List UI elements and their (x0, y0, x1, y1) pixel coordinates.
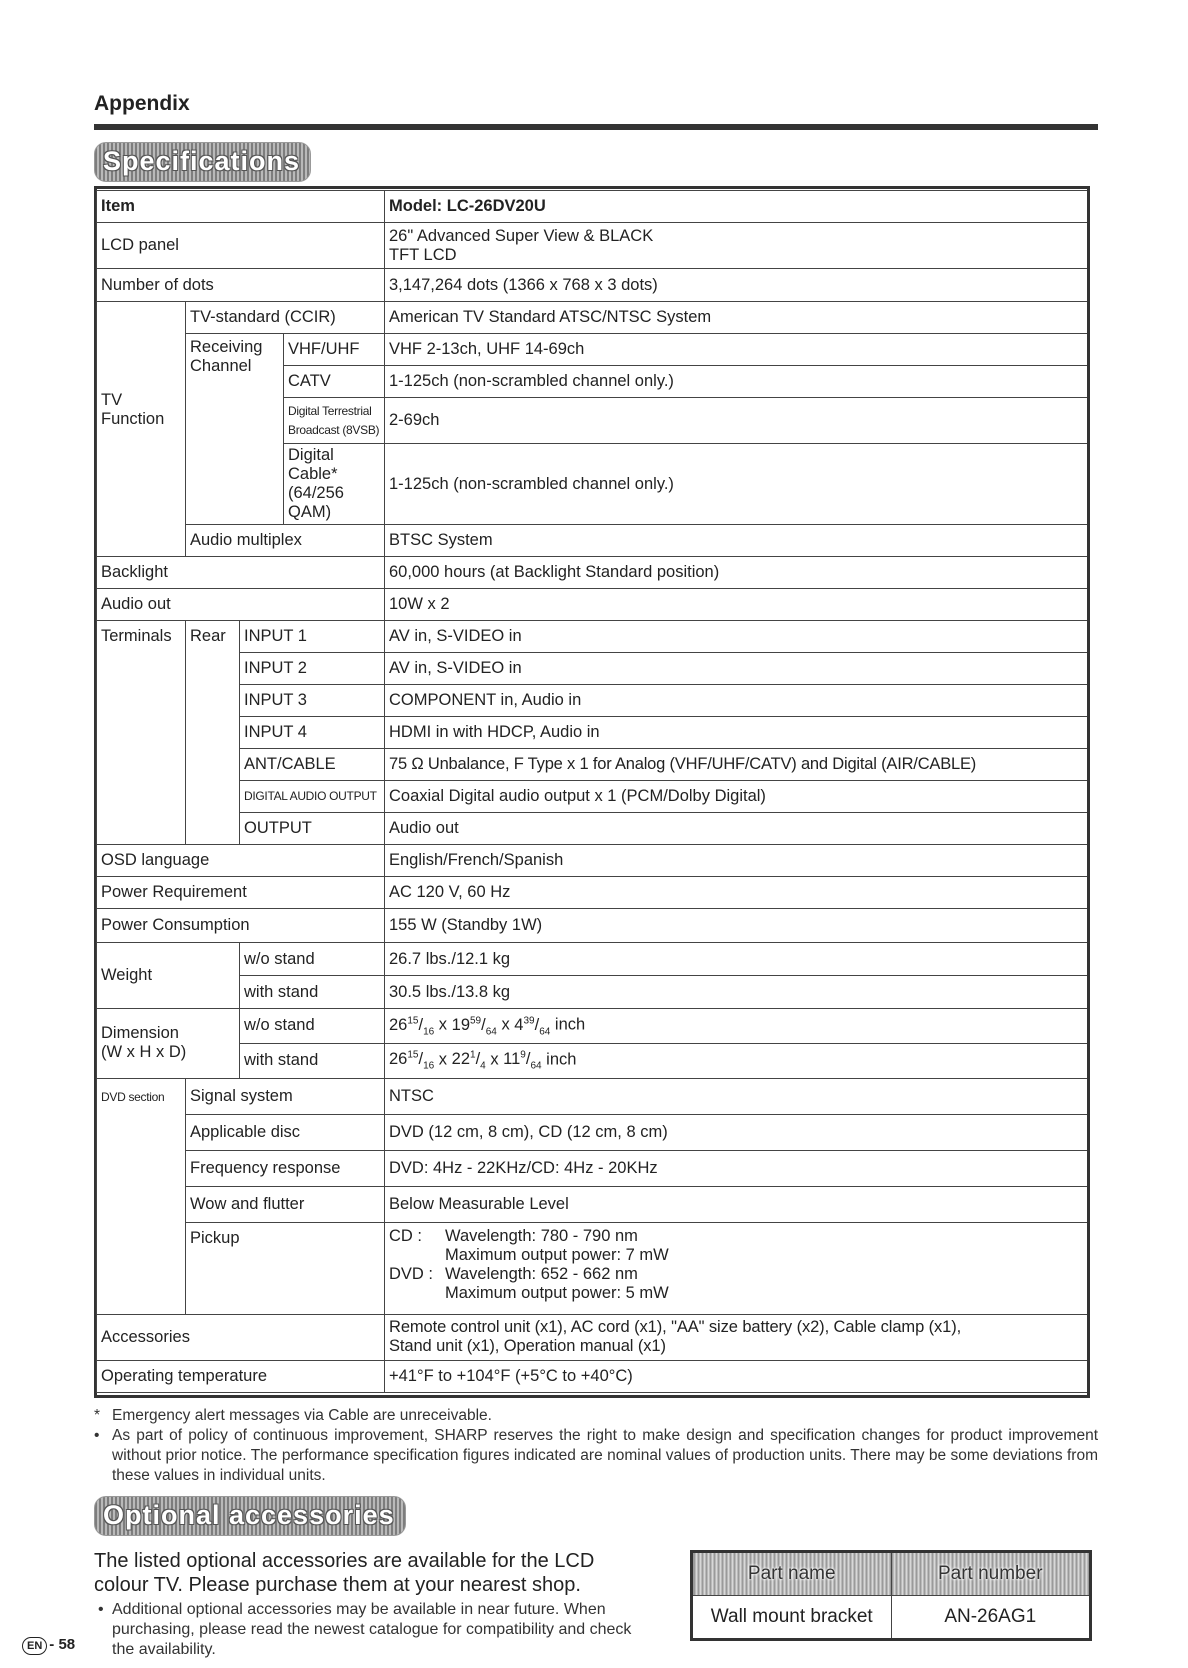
receiving-line2: Channel (190, 357, 252, 375)
terminal-name: INPUT 3 (240, 685, 385, 717)
accessories-line1: Remote control unit (x1), AC cord (x1), "AA" size battery (x2), Cable clamp (x1), (389, 1318, 962, 1337)
tv-standard-label: TV-standard (CCIR) (186, 302, 385, 334)
digital-terrestrial-label (284, 398, 385, 444)
dim-num: 1 (470, 1049, 476, 1061)
part-name-header: Part name (692, 1552, 892, 1596)
wow-value: Below Measurable Level (385, 1186, 1089, 1222)
dim-den: 4 (480, 1060, 486, 1072)
dimension-wo-label: w/o stand (240, 1009, 385, 1044)
table-row (692, 1596, 1091, 1640)
terminals-rear: Rear (186, 621, 240, 845)
table-row (97, 1222, 1089, 1314)
osd-value: English/French/Spanish (385, 845, 1089, 877)
table-row (97, 1043, 1089, 1078)
dim-x: x (490, 1050, 499, 1069)
power-requirement-value: AC 120 V, 60 Hz (385, 877, 1089, 909)
terminal-value: Coaxial Digital audio output x 1 (PCM/Dolby Digital) (385, 781, 1089, 813)
terminal-name: OUTPUT (240, 813, 385, 845)
table-row (97, 1078, 1089, 1114)
dim-num: 39 (523, 1015, 535, 1026)
terminal-name: DIGITAL AUDIO OUTPUT (240, 781, 385, 813)
table-row (97, 1186, 1089, 1222)
wow-label: Wow and flutter (186, 1186, 385, 1222)
osd-label: OSD language (97, 845, 385, 877)
dim-whole: 26 (389, 1050, 408, 1069)
catv-value: 1-125ch (non-scrambled channel only.) (385, 366, 1089, 398)
table-row (97, 813, 1089, 845)
table-row (97, 557, 1089, 589)
dimension-line2: (W x H x D) (101, 1043, 187, 1062)
language-badge: EN (22, 1637, 47, 1655)
dimension-line1: Dimension (101, 1024, 179, 1043)
pickup-dvd-wave: Wavelength: 652 - 662 nm (445, 1264, 638, 1283)
pickup-value (385, 1222, 1089, 1314)
specifications-table (96, 190, 1090, 1393)
note-1-text: Emergency alert messages via Cable are unreceivable. (112, 1407, 492, 1424)
tv-label-line2: Function (101, 410, 165, 428)
terminal-name: INPUT 4 (240, 717, 385, 749)
audio-out-label: Audio out (97, 589, 385, 621)
dim-x: x (438, 1015, 448, 1034)
page-number (22, 1636, 75, 1655)
terminal-name: ANT/CABLE (240, 749, 385, 781)
table-row (97, 302, 1089, 334)
disc-label: Applicable disc (186, 1114, 385, 1150)
digital-cable-label (284, 444, 385, 525)
pickup-dvd-power: Maximum output power: 5 mW (445, 1283, 669, 1302)
power-consumption-value: 155 W (Standby 1W) (385, 909, 1089, 943)
weight-with-label: with stand (240, 976, 385, 1009)
dim-den: 64 (485, 1025, 497, 1037)
page-number-text: - 58 (49, 1636, 76, 1653)
backlight-label: Backlight (97, 557, 385, 589)
terminal-value: 75 Ω Unbalance, F Type x 1 for Analog (VHF/UHF/CATV) and Digital (AIR/CABLE) (385, 749, 1089, 781)
table-row (97, 1009, 1089, 1044)
backlight-value: 60,000 hours (at Backlight Standard position) (385, 557, 1089, 589)
part-number-header: Part number (891, 1552, 1091, 1596)
table-row (97, 943, 1089, 976)
dim-unit: inch (546, 1050, 577, 1069)
dim-num: 59 (470, 1015, 482, 1026)
table-row (97, 653, 1089, 685)
dim-den: 64 (539, 1025, 551, 1037)
part-number-cell: AN-26AG1 (891, 1596, 1091, 1640)
dim-whole: 19 (451, 1015, 470, 1034)
accessories-label: Accessories (97, 1314, 385, 1360)
frequency-label: Frequency response (186, 1150, 385, 1186)
terminal-value: Audio out (385, 813, 1089, 845)
table-row (97, 685, 1089, 717)
vhf-value: VHF 2-13ch, UHF 14-69ch (385, 334, 1089, 366)
dim-whole: 26 (389, 1015, 408, 1034)
note-2 (94, 1426, 1098, 1486)
table-row (97, 1314, 1089, 1360)
accessories-line2: Stand unit (x1), Operation manual (x1) (389, 1337, 666, 1356)
dimension-wo-value: $26^{15}/_{16}$ x $19^{59}/_{64}$ x $4^{39}/_{64}$ inch (385, 1009, 1089, 1044)
table-row (97, 877, 1089, 909)
lcd-panel-value-line1: 26" Advanced Super View & BLACK (389, 226, 654, 245)
weight-wo-value: 26.7 lbs./12.1 kg (385, 943, 1089, 976)
dots-value: 3,147,264 dots (1366 x 768 x 3 dots) (385, 269, 1089, 302)
receiving-channel-label (186, 334, 284, 525)
dim-x: x (501, 1015, 510, 1034)
dim-whole: 22 (451, 1050, 470, 1069)
power-requirement-label: Power Requirement (97, 877, 385, 909)
terminals-label: Terminals (97, 621, 186, 845)
header-item: Item (97, 191, 385, 223)
disc-value: DVD (12 cm, 8 cm), CD (12 cm, 8 cm) (385, 1114, 1089, 1150)
optional-accessories-title: Optional accessories (94, 1496, 406, 1536)
dt-line2: Broadcast (8VSB) (288, 422, 380, 437)
table-row (97, 1114, 1089, 1150)
receiving-line1: Receiving (190, 338, 263, 356)
section-header: Appendix (94, 92, 190, 115)
bullet-mark: • (98, 1601, 104, 1618)
table-row (97, 717, 1089, 749)
temperature-label: Operating temperature (97, 1360, 385, 1392)
table-row (97, 589, 1089, 621)
table-row (97, 334, 1089, 366)
audio-multiplex-label: Audio multiplex (186, 525, 385, 557)
note-2-text: As part of policy of continuous improvement, SHARP reserves the right to make design and specification changes for product improvement without prior notice. The performance specification figures indicated are nominal values of production units. There may be some deviations from these values in individual units. (112, 1427, 1098, 1484)
accessories-value (385, 1314, 1089, 1360)
header-rule (94, 124, 1098, 130)
tv-label-line1: TV (101, 391, 123, 409)
table-row (97, 269, 1089, 302)
weight-label: Weight (97, 943, 240, 1009)
terminal-value: HDMI in with HDCP, Audio in (385, 717, 1089, 749)
table-row (97, 1150, 1089, 1186)
lcd-panel-label: LCD panel (97, 223, 385, 269)
pickup-cd-wave: Wavelength: 780 - 790 nm (445, 1226, 638, 1245)
part-name-cell: Wall mount bracket (692, 1596, 892, 1640)
tv-function-label (97, 302, 186, 557)
pickup-cd-prefix: CD : (389, 1226, 422, 1245)
specifications-title: Specifications (94, 142, 311, 182)
dim-whole: 4 (514, 1015, 524, 1034)
dim-den: 64 (530, 1060, 542, 1072)
vhf-label: VHF/UHF (284, 334, 385, 366)
table-row (97, 525, 1089, 557)
table-row (692, 1552, 1091, 1596)
table-row (97, 621, 1089, 653)
pickup-label: Pickup (186, 1222, 385, 1314)
dim-den: 16 (423, 1025, 435, 1037)
dim-unit: inch (554, 1015, 586, 1034)
digital-terrestrial-value: 2-69ch (385, 398, 1089, 444)
dimension-with-value: $26^{15}/_{16}$ x $22^1/_4$ x $11^9/_{64}$ inch (385, 1043, 1089, 1078)
dim-num: 9 (520, 1049, 526, 1061)
dim-num: 15 (407, 1049, 419, 1061)
dim-whole: 11 (503, 1050, 521, 1069)
dimension-with-label: with stand (240, 1043, 385, 1078)
weight-wo-label: w/o stand (240, 943, 385, 976)
table-row (97, 1360, 1089, 1392)
dim-num: 15 (407, 1015, 419, 1026)
dc-line1: Digital Cable* (288, 446, 338, 483)
dc-line2: (64/256 QAM) (288, 484, 344, 521)
lcd-panel-value (385, 223, 1089, 269)
terminal-value: COMPONENT in, Audio in (385, 685, 1089, 717)
header-model: Model: LC-26DV20U (385, 191, 1089, 223)
table-row (97, 909, 1089, 943)
table-row (97, 749, 1089, 781)
table-row (97, 223, 1089, 269)
audio-multiplex-value: BTSC System (385, 525, 1089, 557)
note-mark: * (94, 1407, 101, 1424)
digital-cable-value: 1-125ch (non-scrambled channel only.) (385, 444, 1089, 525)
table-row (97, 191, 1089, 223)
table-row (97, 781, 1089, 813)
signal-value: NTSC (385, 1078, 1089, 1114)
optional-intro: The listed optional accessories are available for the LCD colour TV. Please purchase them at your nearest shop. (94, 1550, 595, 1596)
terminal-value: AV in, S-VIDEO in (385, 653, 1089, 685)
dim-x: x (438, 1050, 448, 1069)
frequency-value: DVD: 4Hz - 22KHz/CD: 4Hz - 20KHz (385, 1150, 1089, 1186)
signal-label: Signal system (186, 1078, 385, 1114)
table-row (97, 976, 1089, 1009)
audio-out-value: 10W x 2 (385, 589, 1089, 621)
dvd-section-label: DVD section (97, 1078, 186, 1314)
note-1 (94, 1406, 1098, 1426)
terminal-name: INPUT 1 (240, 621, 385, 653)
notes (94, 1406, 1098, 1486)
weight-with-value: 30.5 lbs./13.8 kg (385, 976, 1089, 1009)
power-consumption-label: Power Consumption (97, 909, 385, 943)
table-row (97, 845, 1089, 877)
pickup-dvd-prefix: DVD : (389, 1264, 434, 1283)
catv-label: CATV (284, 366, 385, 398)
dim-den: 16 (423, 1060, 435, 1072)
optional-bullet-text: Additional optional accessories may be available in near future. When purchasing, please read the newest catalogue for compatibility and check the availability. (112, 1601, 632, 1658)
dt-line1: Digital Terrestrial (288, 403, 372, 418)
optional-bullet (94, 1600, 634, 1660)
dots-label: Number of dots (97, 269, 385, 302)
pickup-cd-power: Maximum output power: 7 mW (445, 1245, 669, 1264)
temperature-value: +41°F to +104°F (+5°C to +40°C) (385, 1360, 1089, 1392)
note-mark: • (94, 1427, 100, 1444)
dimension-label (97, 1009, 240, 1079)
terminal-name: INPUT 2 (240, 653, 385, 685)
terminal-value: AV in, S-VIDEO in (385, 621, 1089, 653)
tv-standard-value: American TV Standard ATSC/NTSC System (385, 302, 1089, 334)
accessories-table (690, 1550, 1092, 1641)
lcd-panel-value-line2: TFT LCD (389, 245, 457, 264)
